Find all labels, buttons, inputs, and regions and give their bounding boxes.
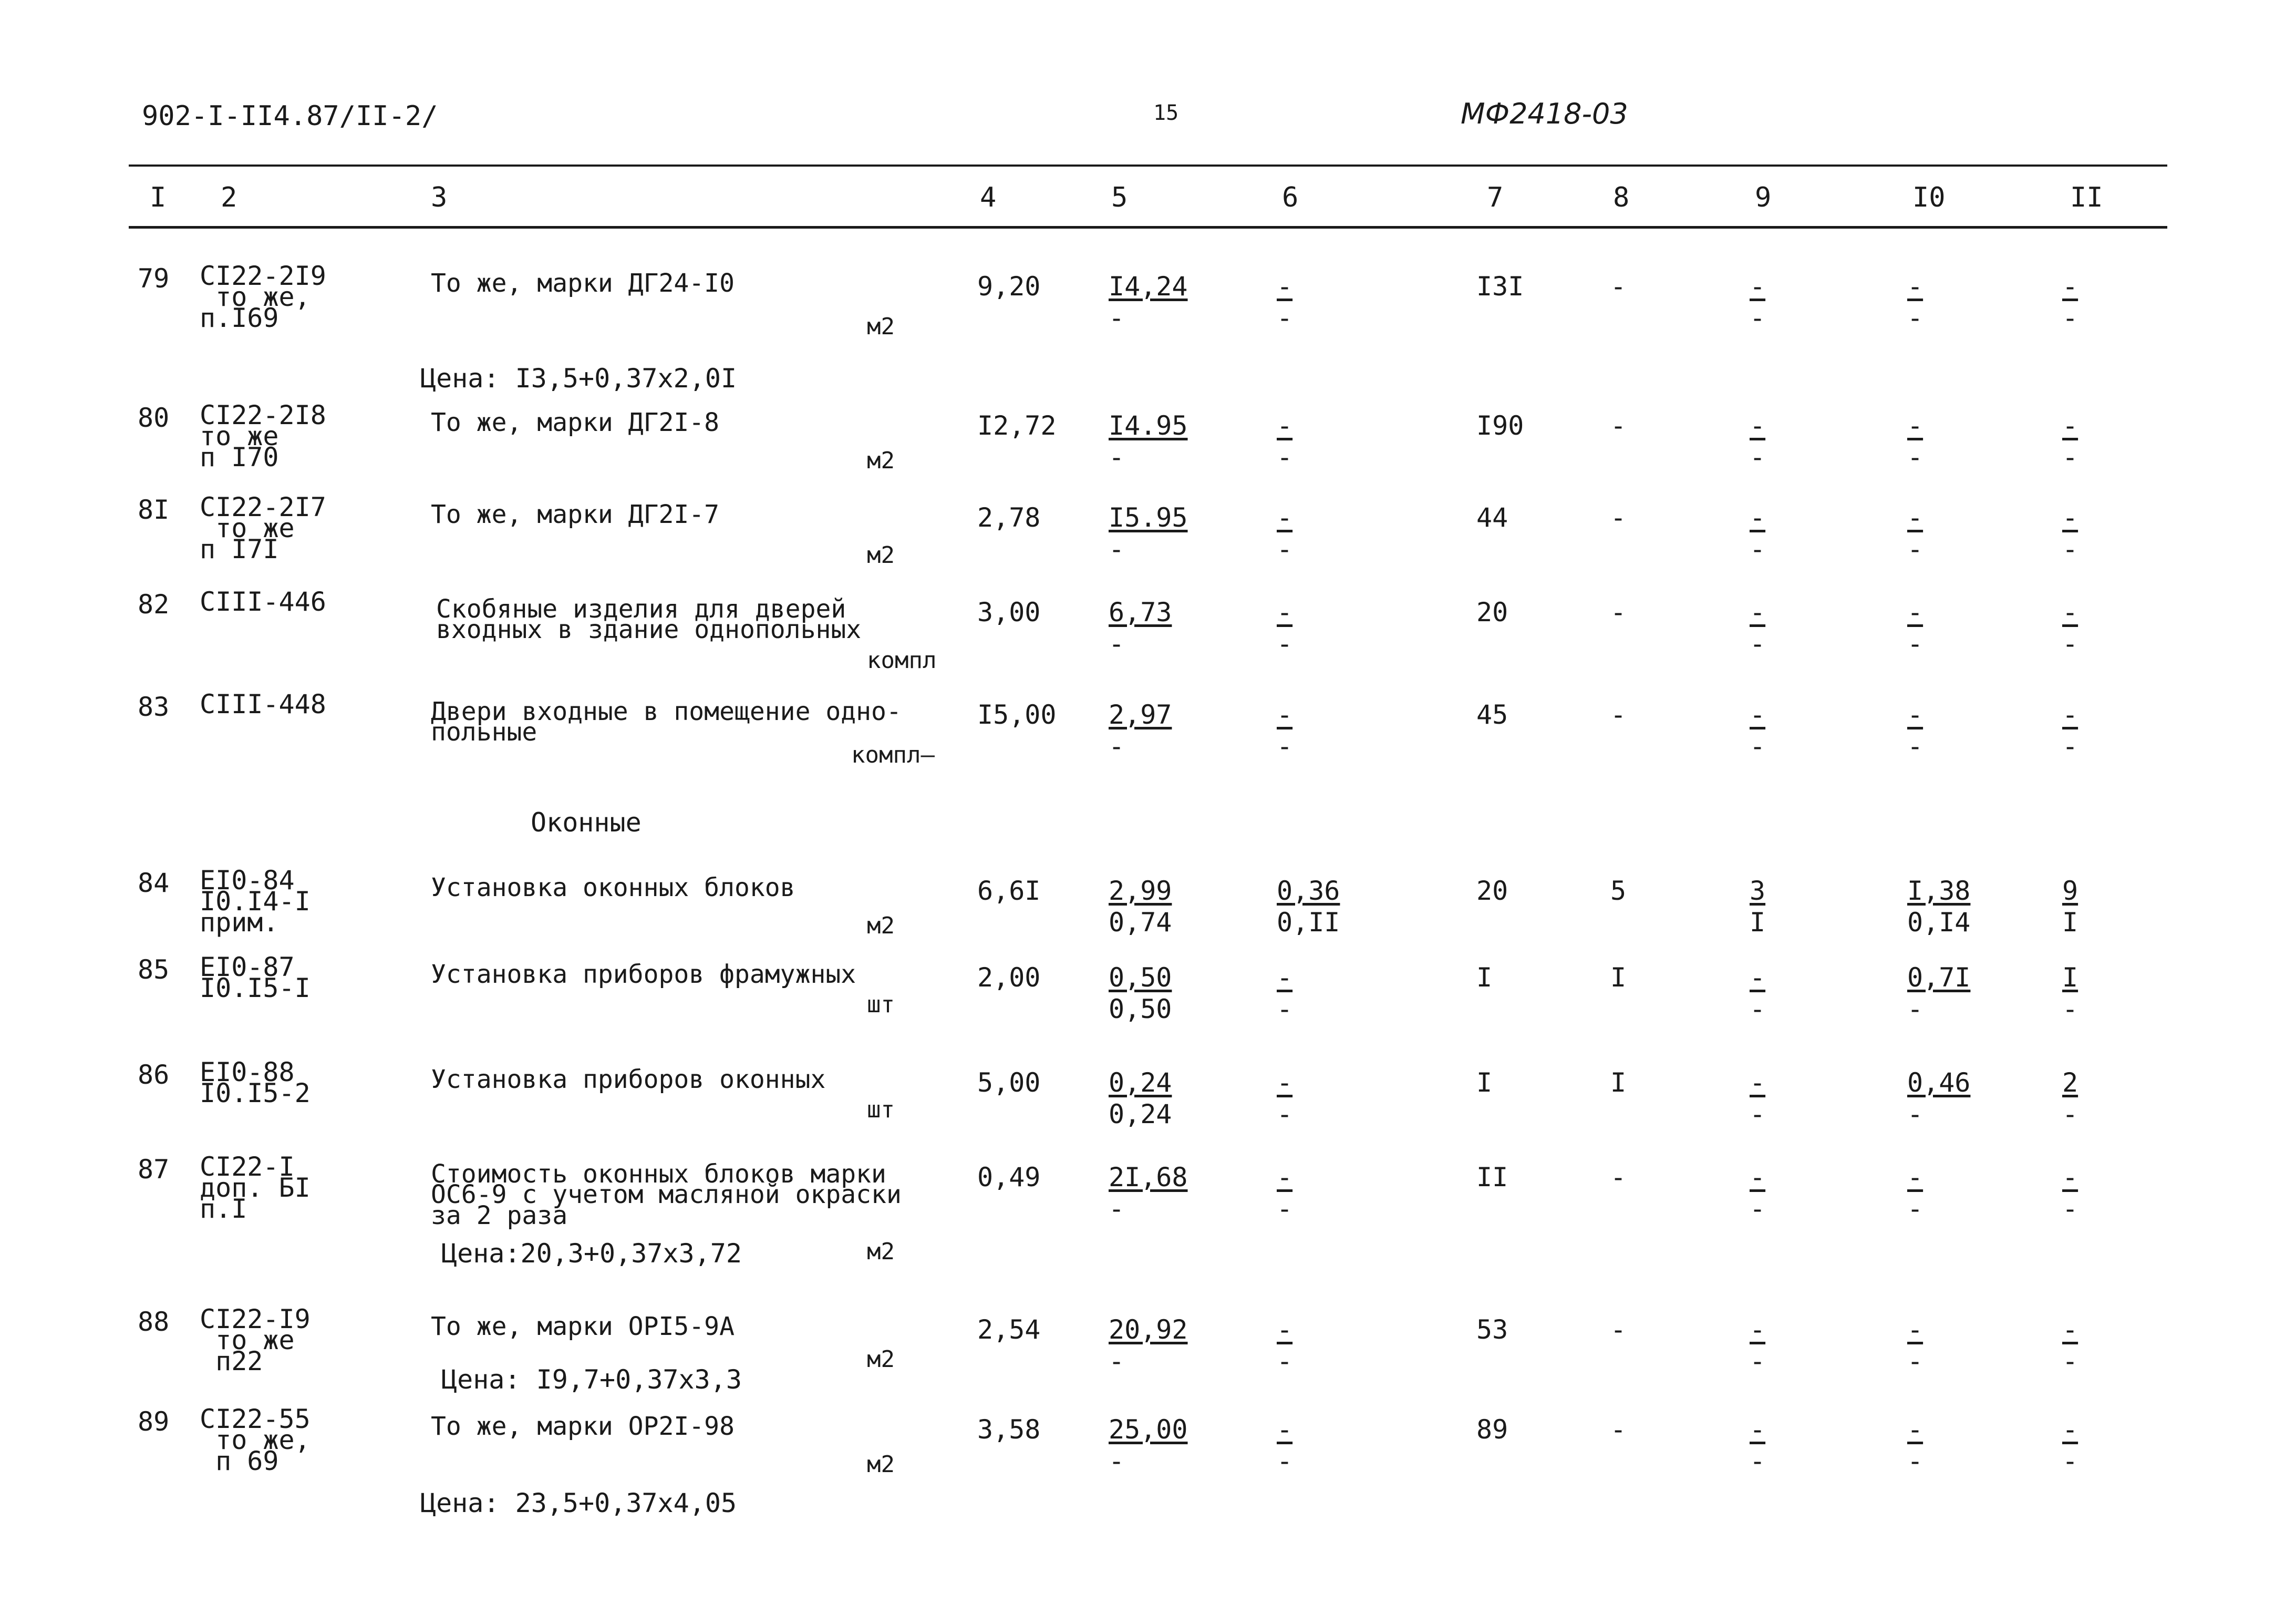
doc-code: 902-I-II4.87/II-2/ (142, 100, 438, 132)
cell-col9-bottom: - (1750, 1099, 1766, 1129)
row-unit: компл (867, 647, 937, 674)
cell-col10-bottom: - (1907, 629, 1923, 659)
row-unit: м2 (867, 1238, 895, 1265)
row-code: ЕI0-87 I0.I5-I (200, 952, 311, 1003)
cell-col9-top: - (1750, 700, 1766, 730)
cell-col8: - (1610, 502, 1627, 533)
row-number: 89 (138, 1406, 170, 1437)
cell-col6-bottom: - (1277, 1099, 1293, 1129)
column-header-10: I0 (1912, 182, 1946, 213)
cell-col11-top: - (2062, 597, 2078, 628)
cell-col6-top: - (1277, 597, 1293, 628)
cell-col4: 6,6I (977, 876, 1041, 906)
cell-col5-bottom: 0,24 (1109, 1099, 1172, 1129)
column-header-3: 3 (431, 182, 448, 213)
cell-col7: 89 (1476, 1414, 1508, 1445)
row-unit: м2 (867, 542, 895, 569)
cell-col11-bottom: - (2062, 534, 2078, 564)
cell-col5-top: 20,92 (1109, 1314, 1188, 1345)
cell-col11-top: 2 (2062, 1067, 2078, 1098)
cell-col6-bottom: - (1277, 994, 1293, 1024)
cell-col7: 20 (1476, 876, 1508, 906)
cell-col9-bottom: - (1750, 731, 1766, 762)
cell-col5-top: 2I,68 (1109, 1162, 1188, 1192)
cell-col11-top: - (2062, 1414, 2078, 1445)
cell-col4: 2,78 (977, 502, 1041, 533)
cell-col9-bottom: - (1750, 303, 1766, 333)
cell-col6-top: - (1277, 1414, 1293, 1445)
cell-col10-bottom: - (1907, 731, 1923, 762)
cell-col4: 3,58 (977, 1414, 1041, 1445)
cell-col7: I3I (1476, 271, 1524, 302)
cell-col5-top: 0,50 (1109, 962, 1172, 993)
row-number: 86 (138, 1060, 170, 1090)
cell-col10-bottom: 0,I4 (1907, 907, 1971, 938)
cell-col6-top: - (1277, 1067, 1293, 1098)
cell-col6-top: - (1277, 962, 1293, 993)
cell-col8: - (1610, 597, 1627, 628)
cell-col4: I5,00 (977, 700, 1057, 730)
cell-col4: I2,72 (977, 410, 1057, 441)
cell-col11-bottom: - (2062, 1346, 2078, 1376)
archive-mark: МФ2418-03 (1461, 97, 1628, 130)
cell-col10-top: - (1907, 597, 1923, 628)
cell-col11-top: - (2062, 1314, 2078, 1345)
cell-col11-top: - (2062, 271, 2078, 302)
cell-col5-bottom: - (1109, 731, 1125, 762)
cell-col7: II (1476, 1162, 1508, 1192)
cell-col10-bottom: - (1907, 1194, 1923, 1224)
cell-col4: 9,20 (977, 271, 1041, 302)
column-header-8: 8 (1613, 182, 1630, 213)
cell-col6-bottom: - (1277, 1446, 1293, 1476)
cell-col6-top: - (1277, 700, 1293, 730)
cell-col10-top: 0,7I (1907, 962, 1971, 993)
row-description: То же, марки ДГ2I-8 (431, 408, 720, 437)
cell-col5-bottom: - (1109, 534, 1125, 564)
row-description: Установка приборов фрамужных (431, 960, 856, 989)
row-unit: шт (867, 991, 895, 1018)
cell-col11-bottom: I (2062, 907, 2078, 938)
cell-col10-top: - (1907, 700, 1923, 730)
cell-col6-bottom: 0,II (1277, 907, 1340, 938)
cell-col5-bottom: - (1109, 1346, 1125, 1376)
cell-col6-bottom: - (1277, 303, 1293, 333)
row-price-note: Цена: 23,5+0,37x4,05 (420, 1488, 737, 1518)
row-code: СI22-55 то же, п 69 (200, 1404, 311, 1476)
cell-col6-top: - (1277, 1314, 1293, 1345)
cell-col5-bottom: 0,50 (1109, 994, 1172, 1024)
cell-col10-top: - (1907, 1314, 1923, 1345)
cell-col10-top: - (1907, 1162, 1923, 1192)
cell-col6-top: - (1277, 502, 1293, 533)
cell-col11-bottom: - (2062, 994, 2078, 1024)
row-price-note: Цена: I9,7+0,37x3,3 (441, 1364, 742, 1395)
cell-col5-top: I4.95 (1109, 410, 1188, 441)
row-description: Стоимость оконных блоков марки ОС6-9 с учетом масляной окраски за 2 раза (431, 1159, 902, 1230)
cell-col11-top: - (2062, 1162, 2078, 1192)
cell-col10-top: - (1907, 502, 1923, 533)
cell-col10-bottom: - (1907, 994, 1923, 1024)
row-unit: м2 (867, 447, 895, 474)
row-code: СIII-448 (200, 689, 326, 719)
header-rule (129, 226, 2167, 229)
cell-col11-top: - (2062, 502, 2078, 533)
row-number: 87 (138, 1154, 170, 1185)
cell-col9-bottom: - (1750, 442, 1766, 472)
cell-col10-top: - (1907, 410, 1923, 441)
cell-col9-top: - (1750, 502, 1766, 533)
cell-col10-bottom: - (1907, 534, 1923, 564)
cell-col8: I (1610, 1067, 1627, 1098)
cell-col8: - (1610, 410, 1627, 441)
cell-col11-bottom: - (2062, 303, 2078, 333)
row-code: СI22-2I7 то же п I7I (200, 492, 326, 564)
row-number: 8I (138, 495, 170, 525)
cell-col7: I90 (1476, 410, 1524, 441)
row-code: ЕI0-84 I0.I4-I прим. (200, 865, 311, 938)
row-unit: м2 (867, 1346, 895, 1373)
cell-col6-top: 0,36 (1277, 876, 1340, 906)
cell-col10-bottom: - (1907, 1446, 1923, 1476)
cell-col10-bottom: - (1907, 1346, 1923, 1376)
cell-col10-top: I,38 (1907, 876, 1971, 906)
cell-col4: 0,49 (977, 1162, 1041, 1192)
cell-col5-bottom: - (1109, 303, 1125, 333)
row-number: 84 (138, 868, 170, 898)
cell-col5-top: I5.95 (1109, 502, 1188, 533)
cell-col6-top: - (1277, 410, 1293, 441)
cell-col5-bottom: - (1109, 442, 1125, 472)
cell-col8: - (1610, 1414, 1627, 1445)
cell-col7: I (1476, 962, 1493, 993)
cell-col5-top: 2,99 (1109, 876, 1172, 906)
row-unit: м2 (867, 313, 895, 340)
row-description: Установка оконных блоков (431, 873, 795, 902)
column-header-4: 4 (980, 182, 997, 213)
cell-col4: 2,00 (977, 962, 1041, 993)
row-number: 88 (138, 1307, 170, 1337)
cell-col8: - (1610, 1314, 1627, 1345)
cell-col8: - (1610, 1162, 1627, 1192)
row-unit: м2 (867, 912, 895, 939)
cell-col9-bottom: - (1750, 1446, 1766, 1476)
cell-col5-bottom: 0,74 (1109, 907, 1172, 938)
row-number: 83 (138, 692, 170, 722)
cell-col11-top: - (2062, 700, 2078, 730)
cell-col8: 5 (1610, 876, 1627, 906)
cell-col6-top: - (1277, 271, 1293, 302)
column-header-2: 2 (221, 182, 237, 213)
row-unit: м2 (867, 1451, 895, 1478)
row-code: ЕI0-88 I0.I5-2 (200, 1057, 311, 1108)
cell-col9-top: - (1750, 1314, 1766, 1345)
row-description: То же, марки ОР2I-98 (431, 1412, 735, 1441)
row-number: 85 (138, 954, 170, 985)
cell-col5-bottom: - (1109, 629, 1125, 659)
cell-col6-top: - (1277, 1162, 1293, 1192)
cell-col10-bottom: - (1907, 1099, 1923, 1129)
cell-col10-top: - (1907, 271, 1923, 302)
cell-col9-top: - (1750, 410, 1766, 441)
cell-col7: 45 (1476, 700, 1508, 730)
cell-col9-bottom: - (1750, 1346, 1766, 1376)
column-header-11: II (2070, 182, 2103, 213)
cell-col5-top: 0,24 (1109, 1067, 1172, 1098)
cell-col5-top: 6,73 (1109, 597, 1172, 628)
cell-col9-bottom: - (1750, 994, 1766, 1024)
cell-col6-bottom: - (1277, 1346, 1293, 1376)
row-code: СI22-I9 то же п22 (200, 1304, 311, 1376)
cell-col9-bottom: I (1750, 907, 1766, 938)
cell-col7: I (1476, 1067, 1493, 1098)
cell-col11-bottom: - (2062, 442, 2078, 472)
cell-col11-top: - (2062, 410, 2078, 441)
cell-col9-top: - (1750, 1067, 1766, 1098)
row-code: СI22-2I8 то же п I70 (200, 400, 326, 472)
section-title: Оконные (531, 807, 642, 838)
row-number: 80 (138, 403, 170, 433)
row-description: Двери входные в помещение одно- польные (431, 697, 902, 747)
cell-col7: 44 (1476, 502, 1508, 533)
cell-col11-top: 9 (2062, 876, 2078, 906)
column-header-9: 9 (1755, 182, 1772, 213)
cell-col6-bottom: - (1277, 442, 1293, 472)
cell-col6-bottom: - (1277, 1194, 1293, 1224)
row-description: Скобяные изделия для дверей входных в здание однопольных (436, 594, 862, 645)
cell-col5-top: 25,00 (1109, 1414, 1188, 1445)
cell-col9-top: - (1750, 962, 1766, 993)
cell-col11-bottom: - (2062, 731, 2078, 762)
cell-col9-top: - (1750, 1162, 1766, 1192)
row-description: Установка приборов оконных (431, 1065, 826, 1094)
column-header-7: 7 (1487, 182, 1504, 213)
cell-col6-bottom: - (1277, 534, 1293, 564)
cell-col11-bottom: - (2062, 1099, 2078, 1129)
row-code: СIII-446 (200, 587, 326, 617)
row-code: СI22-2I9 то же, п.I69 (200, 261, 326, 333)
cell-col10-bottom: - (1907, 303, 1923, 333)
column-header-1: I (150, 182, 167, 213)
cell-col4: 5,00 (977, 1067, 1041, 1098)
cell-col10-bottom: - (1907, 442, 1923, 472)
cell-col9-top: - (1750, 597, 1766, 628)
row-unit: шт (867, 1096, 895, 1123)
row-unit: компл— (851, 742, 935, 768)
row-price-note: Цена:20,3+0,37x3,72 (441, 1238, 742, 1269)
cell-col7: 53 (1476, 1314, 1508, 1345)
cell-col10-top: - (1907, 1414, 1923, 1445)
row-description: То же, марки ОРI5-9А (431, 1312, 735, 1341)
cell-col6-bottom: - (1277, 629, 1293, 659)
cell-col11-bottom: - (2062, 1446, 2078, 1476)
column-header-6: 6 (1282, 182, 1299, 213)
page-number: 15 (1153, 101, 1179, 125)
cell-col9-bottom: - (1750, 629, 1766, 659)
cell-col7: 20 (1476, 597, 1508, 628)
cell-col9-top: - (1750, 271, 1766, 302)
cell-col8: - (1610, 700, 1627, 730)
cell-col6-bottom: - (1277, 731, 1293, 762)
cell-col11-bottom: - (2062, 1194, 2078, 1224)
cell-col4: 2,54 (977, 1314, 1041, 1345)
cell-col9-top: 3 (1750, 876, 1766, 906)
cell-col8: - (1610, 271, 1627, 302)
cell-col11-top: I (2062, 962, 2078, 993)
row-number: 79 (138, 263, 170, 294)
cell-col10-top: 0,46 (1907, 1067, 1971, 1098)
row-price-note: Цена: I3,5+0,37x2,0I (420, 363, 737, 394)
cell-col9-bottom: - (1750, 534, 1766, 564)
row-number: 82 (138, 589, 170, 620)
cell-col5-bottom: - (1109, 1446, 1125, 1476)
cell-col5-bottom: - (1109, 1194, 1125, 1224)
cell-col4: 3,00 (977, 597, 1041, 628)
cell-col5-top: I4,24 (1109, 271, 1188, 302)
row-code: СI22-I доп. БI п.I (200, 1152, 311, 1224)
row-description: То же, марки ДГ24-I0 (431, 269, 735, 298)
cell-col5-top: 2,97 (1109, 700, 1172, 730)
cell-col9-top: - (1750, 1414, 1766, 1445)
column-header-5: 5 (1111, 182, 1128, 213)
row-description: То же, марки ДГ2I-7 (431, 500, 720, 529)
cell-col11-bottom: - (2062, 629, 2078, 659)
cell-col9-bottom: - (1750, 1194, 1766, 1224)
cell-col8: I (1610, 962, 1627, 993)
top-rule (129, 165, 2167, 167)
